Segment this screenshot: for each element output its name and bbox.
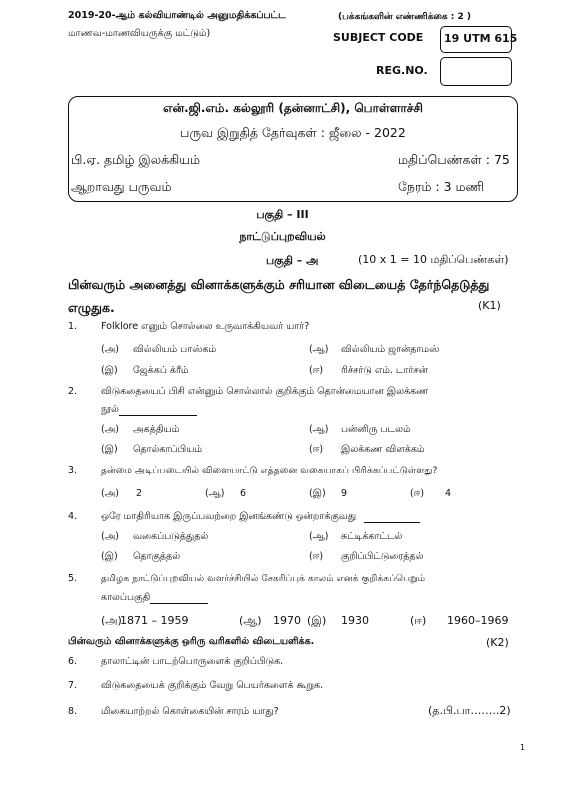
question-text: தாலாட்டின் பாடற்பொருளைக் குறிப்பிடுக.	[101, 656, 284, 667]
section-title: பகுதி – அ	[266, 254, 319, 267]
option-text: தொல்காப்பியம்	[133, 444, 202, 455]
please-turn-over: (த.பி.பா……..2)	[428, 704, 511, 717]
regno-label: REG.NO.	[376, 64, 428, 77]
k1-level: (K1)	[478, 299, 501, 312]
option-label: (அ)	[101, 614, 122, 627]
admission-note-line1: 2019-20-ஆம் கல்வியாண்டில் அனுமதிக்கப்பட்ட	[68, 10, 286, 21]
option-text: தொகுத்தல்	[133, 551, 181, 562]
instruction-section-a: பின்வரும் அனைத்து வினாக்களுக்கும் சரியான விடையைத் தேர்ந்தெடுத்து	[68, 277, 490, 292]
option-label: (ஆ)	[239, 614, 262, 627]
option-text: வில்லியம் பாஸ்கம்	[133, 344, 217, 355]
question-text: தன்மை அடிப்படையில் விளையாட்டு எத்தனை வகையாகப் பிரிக்கப்பட்டுள்ளது?	[101, 465, 438, 476]
question-text: தமிழக நாட்டுப்புறவியல் வளர்ச்சியில் சேகரிப்புக் காலம் எனக் குறிக்கப்பெறும்	[101, 573, 426, 584]
section-marks: (10 x 1 = 10 மதிப்பெண்கள்)	[358, 253, 509, 266]
option-label: (அ)	[101, 344, 119, 355]
max-marks: மதிப்பெண்கள் : 75	[398, 152, 510, 167]
instruction-short-answers: பின்வரும் வினாக்களுக்கு ஒரிரு வரிகளில் விடையளிக்க.	[68, 636, 315, 647]
semester: ஆறாவது பருவம்	[71, 179, 172, 194]
question-text: விடுகதையைப் பிசி என்னும் சொல்லால் குறிக்கும் தொன்மையான இலக்கண	[101, 386, 429, 397]
k2-level: (K2)	[486, 636, 509, 649]
option-text: இலக்கண விளக்கம்	[341, 444, 425, 455]
question-number: 2.	[68, 386, 78, 397]
part-title: பகுதி – III	[256, 208, 309, 221]
option-text: 4	[445, 488, 452, 499]
option-text: 1960–1969	[447, 614, 509, 627]
option-text: 1930	[341, 614, 369, 627]
duration: நேரம் : 3 மணி	[398, 179, 485, 194]
answer-blank	[119, 405, 197, 416]
regno-box	[440, 57, 512, 86]
option-label: (ஈ)	[309, 365, 324, 376]
option-label: (அ)	[101, 531, 119, 542]
paper-subject: நாட்டுப்புறவியல்	[239, 230, 326, 243]
option-label: (இ)	[101, 444, 118, 455]
question-number: 1.	[68, 321, 78, 332]
question-number: 6.	[68, 656, 78, 667]
option-label: (அ)	[101, 424, 119, 435]
question-number: 3.	[68, 465, 78, 476]
option-text: 6	[240, 488, 247, 499]
option-text: குறிப்பிட்டுரைத்தல்	[341, 551, 424, 562]
instruction-section-a-cont: எழுதுக.	[68, 300, 115, 315]
admission-note-line2: மாணவ-மாணவியருக்கு மட்டும்)	[68, 28, 211, 39]
option-text: அகத்தியம்	[133, 424, 180, 435]
question-text: Folklore எனும் சொல்லை உருவாக்கியவர் யார்?	[101, 321, 310, 332]
question-text: ஒரே மாதிரியாக இருப்பவற்றை இனங்கண்டு ஒன்றாக்குவது	[101, 511, 357, 522]
option-text: ரிச்சர்டு எம். டார்சன்	[341, 365, 428, 376]
course-name: பி.ஏ. தமிழ் இலக்கியம்	[71, 152, 201, 167]
option-label: (ஆ)	[309, 531, 329, 542]
subject-code-value: 19 UTM 615	[444, 32, 518, 45]
option-text: பன்னிரு படலம்	[341, 424, 411, 435]
question-text-line2: காலப்பகுதி	[101, 592, 151, 603]
answer-blank	[150, 593, 208, 604]
page-number: 1	[520, 743, 526, 752]
question-number: 5.	[68, 573, 78, 584]
option-text: 1970	[273, 614, 301, 627]
question-number: 8.	[68, 706, 78, 717]
question-number: 7.	[68, 680, 78, 691]
question-text-cont	[101, 511, 420, 523]
option-label: (ஈ)	[309, 551, 324, 562]
option-label: (ஆ)	[205, 488, 225, 499]
option-text: ஜேக்கப் க்ரீம்	[133, 365, 189, 376]
option-label: (ஈ)	[309, 444, 324, 455]
college-name: என்.ஜி.எம். கல்லூரி (தன்னாட்சி), பொள்ளாச்சி	[163, 101, 423, 115]
option-label: (ஈ)	[410, 614, 427, 627]
question-number: 4.	[68, 511, 78, 522]
page-count-note: (பக்கங்களின் எண்ணிக்கை : 2 )	[338, 12, 472, 22]
option-label: (ஆ)	[309, 424, 329, 435]
subject-code-label: SUBJECT CODE	[333, 31, 424, 44]
question-text-line2: நூல்	[101, 404, 119, 415]
option-label: (ஆ)	[309, 344, 329, 355]
option-label: (இ)	[309, 488, 326, 499]
question-text-cont	[101, 592, 208, 604]
option-text: 9	[341, 488, 348, 499]
option-label: (இ)	[101, 365, 118, 376]
question-text-cont	[101, 404, 197, 416]
option-label: (இ)	[307, 614, 327, 627]
option-text: வில்லியம் ஜான்தாமஸ்	[341, 344, 440, 355]
option-text: சுட்டிக்காட்டல்	[341, 531, 403, 542]
option-text: வகைப்படுத்துதல்	[133, 531, 209, 542]
option-label: (இ)	[101, 551, 118, 562]
option-label: (அ)	[101, 488, 119, 499]
subject-code-box	[440, 26, 518, 53]
exam-title: பருவ இறுதித் தேர்வுகள் : ஜீலை - 2022	[180, 125, 406, 140]
answer-blank	[364, 512, 420, 523]
question-text: மிகையாற்றல் கொள்கையின் சாரம் யாது?	[101, 706, 279, 717]
question-text: விடுகதையைக் குறிக்கும் வேறு பெயர்களைக் கூறுக.	[101, 680, 324, 691]
option-label: (ஈ)	[410, 488, 425, 499]
option-text: 2	[136, 488, 143, 499]
option-text: 1871 – 1959	[120, 614, 189, 627]
